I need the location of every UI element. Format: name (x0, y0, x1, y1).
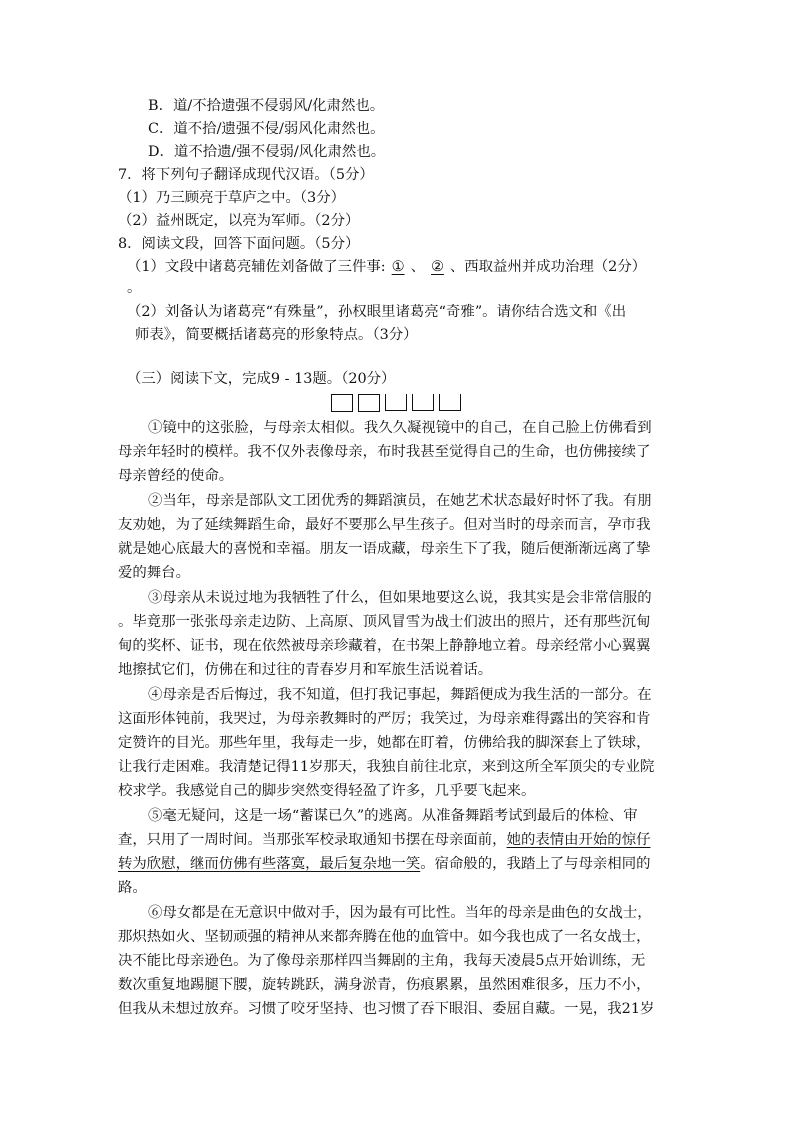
paragraph-5-line: ⑤毫无疑问，这是一场“蓄谋已久”的逃离。从准备舞蹈考试到最后的体检、审 (148, 808, 638, 824)
option-b: B．道/不拾遗强不侵弱风/化肃然也。 (148, 98, 385, 114)
paragraph-6-line: 那炽热如火、坚韧顽强的精神从来都奔腾在他的血管中。如今我也成了一名女战士， (118, 929, 651, 945)
paragraph-1-line: 母亲曾经的使命。 (118, 468, 234, 484)
paragraph-2-line: 友劝她，为了延续舞蹈生命，最好不要那么早生孩子。但对当时的母亲而言，孕市我 (118, 517, 651, 533)
question-8-item-2-line-1: （2）刘备认为诸葛亮“有殊量”，孙权眼里诸葛亮“奇雅”。请你结合选文和《出 (127, 304, 627, 320)
paragraph-5-line: 路。 (118, 880, 147, 896)
question-8-item-1-prefix: （1）文段中诸葛亮辅佐刘备做了三件事: (127, 259, 386, 275)
paragraph-2-line: 爱的舞台。 (118, 565, 190, 581)
title-box (358, 394, 380, 412)
underlined-sentence: 转为欣慰，继而仿佛有些落寞，最后复杂地一笑 (118, 856, 421, 872)
title-box (439, 394, 461, 411)
paragraph-6-line: ⑥母女都是在无意识中做对手，因为最有可比性。当年的母亲是曲色的女战士， (148, 905, 652, 921)
paragraph-6-line: 但我从未想过放弃。习惯了咬牙坚持、也习惯了吞下眼泪、委屈自藏。一晃，我21岁 (118, 1001, 655, 1017)
question-8-item-1-suffix: 、西取益州并成功治理（2分） (449, 259, 647, 275)
title-box (331, 394, 353, 412)
paragraph-3-line: 甸的奖杯、证书，现在依然被母亲珍藏着，在书架上静静地立着。母亲经常小心翼翼 (118, 638, 651, 654)
paragraph-5-line (118, 830, 650, 850)
paragraph-4-line: ④母亲是否后悔过，我不知道，但打我记事起，舞蹈便成为我生活的一部分。在 (148, 687, 652, 703)
question-8-title: 8．阅读文段，回答下面问题。（5分） (118, 236, 360, 252)
title-box (412, 394, 434, 411)
underlined-sentence: 她的表情由开始的惊仔 (506, 832, 651, 848)
paragraph-6-line: 数次重复地踢腿下腰，旋转跳跃，满身淤青，伤痕累累，虽然困难很多，压力不小， (118, 977, 651, 993)
paragraph-3-line: 地擦拭它们，仿佛在和过往的青春岁月和军旅生活说着话。 (118, 662, 493, 678)
question-7-item-1: （1）乃三顾亮于草庐之中。（3分） (118, 190, 345, 206)
question-7-item-2: （2）益州既定，以亮为军师。（2分） (118, 213, 360, 229)
paragraph-6-line: 决不能比母亲逊色。为了像母亲那样四当舞剧的主角，我每天凌晨5点开始训练，无 (118, 953, 646, 969)
blank-separator: 、 (410, 259, 425, 275)
question-8-item-1 (127, 257, 646, 277)
paragraph-3-line: 。毕竟那一张张母亲走边防、上高原、顶风冒雪为战士们波出的照片，还有那些沉甸 (118, 614, 651, 630)
paragraph-4-line: 这面形体钝前，我哭过，为母亲教舞时的严厉；我笑过，为母亲难得露出的笑容和肯 (118, 711, 651, 727)
paragraph-5-text: 。宿命般的，我踏上了与母亲相同的 (420, 856, 651, 872)
title-box (385, 394, 407, 411)
answer-blank-1[interactable]: ① (391, 259, 405, 275)
paragraph-2-line: 就是她心底最大的喜悦和幸福。朋友一语成藏，母亲生下了我，随后便渐渐远离了挚 (118, 541, 651, 557)
section-3-heading: （三）阅读下文，完成9 - 13题。（20分） (127, 371, 396, 387)
question-8-item-2-line-2: 师表》，简要概括诸葛亮的形象特点。（3分） (135, 327, 418, 343)
option-c: C．道不拾/遗强不侵/弱风化肃然也。 (148, 121, 385, 137)
article-title-boxes (331, 394, 463, 414)
question-8-item-1-end: 。 (127, 280, 142, 296)
paragraph-5-text: 查，只用了一周时间。当那张军校录取通知书摆在母亲面前， (118, 832, 507, 848)
paragraph-4-line: 定赞许的目光。那些年里，我每走一步，她都在盯着，仿佛给我的脚深套上了铁球， (118, 735, 651, 751)
paragraph-4-line: 让我行走困难。我清楚记得11岁那天，我独自前往北京，来到这所全军顶尖的专业院 (118, 759, 655, 775)
paragraph-3-line: ③母亲从未说过地为我牺牲了什么，但如果地要这么说，我其实是会非常信服的 (148, 590, 652, 606)
paragraph-4-line: 校求学。我感觉自己的脚步突然变得轻盈了许多，几乎要飞起来。 (118, 783, 536, 799)
paragraph-2-line: ②当年，母亲是部队文工团优秀的舞蹈演员，在她艺术状态最好时怀了我。有朋 (148, 493, 652, 509)
paragraph-1-line: ①镜中的这张脸，与母亲太相似。我久久凝视镜中的自己，在自己脸上仿佛看到 (148, 420, 652, 436)
question-7-title: 7．将下列句子翻译成现代汉语。（5分） (118, 167, 374, 183)
option-d: D．道不拾遗/强不侵弱/风化肃然也。 (148, 144, 386, 160)
paragraph-1-line: 母亲年轻时的模样。我不仅外表像母亲，布时我甚至觉得自己的生命，也仿佛接续了 (118, 444, 651, 460)
answer-blank-2[interactable]: ② (430, 259, 444, 275)
paragraph-5-line (118, 854, 650, 874)
